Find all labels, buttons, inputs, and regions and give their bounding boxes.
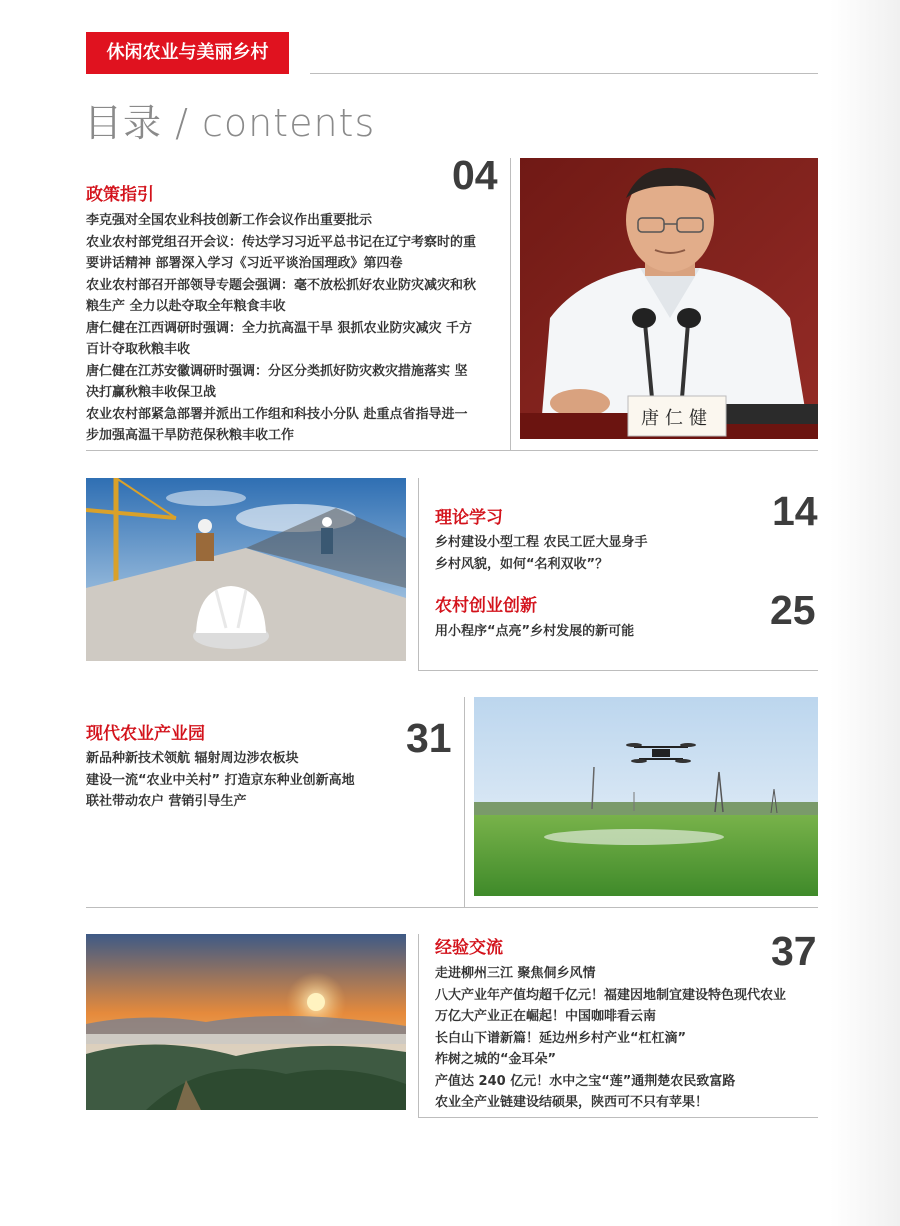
list-item[interactable]: 李克强对全国农业科技创新工作会议作出重要批示 bbox=[86, 213, 373, 228]
divider-vertical bbox=[510, 158, 511, 450]
section-list-entrepreneurship bbox=[435, 621, 634, 643]
list-item[interactable]: 八大产业年产值均超千亿元！福建因地制宜建设特色现代农业 bbox=[435, 987, 787, 1003]
list-item[interactable]: 柞树之城的“金耳朵” bbox=[435, 1052, 557, 1067]
list-item[interactable]: 决打赢秋粮丰收保卫战 bbox=[86, 385, 217, 400]
nameplate-text: 唐仁健 bbox=[641, 408, 713, 429]
page-number-policy: 04 bbox=[452, 152, 498, 198]
divider-vertical bbox=[418, 934, 419, 1117]
list-item[interactable]: 乡村建设小型工程 农民工匠大显身手 bbox=[435, 535, 648, 550]
list-item[interactable]: 建设一流“农业中关村” 打造京东种业创新高地 bbox=[86, 772, 355, 788]
list-item[interactable]: 用小程序“点亮”乡村发展的新可能 bbox=[435, 624, 635, 639]
photo-official-speaking bbox=[520, 158, 818, 439]
list-item[interactable]: 联社带动农户 营销引导生产 bbox=[86, 794, 247, 809]
section-title-policy[interactable]: 政策指引 bbox=[86, 185, 154, 205]
list-item[interactable]: 万亿大产业正在崛起！中国咖啡看云南 bbox=[435, 1009, 657, 1024]
header-rule bbox=[310, 73, 818, 74]
list-item[interactable]: 产值达 240 亿元！水中之宝“莲”通荆楚农民致富路 bbox=[435, 1073, 736, 1089]
list-item[interactable]: 长白山下谱新篇！延边州乡村产业“杠杠滴” bbox=[435, 1030, 687, 1046]
section-list-industrial-park bbox=[86, 748, 355, 813]
list-item[interactable]: 百计夺取秋粮丰收 bbox=[86, 342, 191, 357]
section-title-industrial-park[interactable]: 现代农业产业园 bbox=[86, 724, 205, 744]
list-item[interactable]: 走进柳州三江 聚焦侗乡风情 bbox=[435, 966, 596, 981]
photo-construction-workers bbox=[86, 478, 406, 661]
section-title-experience[interactable]: 经验交流 bbox=[435, 938, 503, 958]
page-edge-shadow bbox=[830, 0, 900, 1226]
list-item[interactable]: 粮生产 全力以赴夺取全年粮食丰收 bbox=[86, 299, 286, 314]
column-banner: 休闲农业与美丽乡村 bbox=[86, 32, 289, 74]
divider-horizontal bbox=[86, 907, 818, 908]
divider-horizontal bbox=[86, 450, 818, 451]
list-item[interactable]: 新品种新技术领航 辐射周边涉农板块 bbox=[86, 751, 299, 766]
page-number-entrepreneurship: 25 bbox=[770, 587, 816, 633]
divider-horizontal bbox=[418, 1117, 818, 1118]
section-list-experience bbox=[435, 963, 786, 1114]
list-item[interactable]: 步加强高温干旱防范保秋粮丰收工作 bbox=[86, 428, 295, 443]
photo-sunrise-mountains bbox=[86, 934, 406, 1110]
list-item[interactable]: 乡村风貌，如何“名利双收”？ bbox=[435, 556, 609, 572]
list-item[interactable]: 唐仁健在江西调研时强调：全力抗高温干旱 狠抓农业防灾减灾 千方 bbox=[86, 320, 473, 336]
divider-vertical bbox=[418, 478, 419, 670]
page-number-industrial-park: 31 bbox=[406, 715, 452, 761]
list-item[interactable]: 唐仁健在江苏安徽调研时强调：分区分类抓好防灾救灾措施落实 坚 bbox=[86, 363, 468, 379]
page-number-experience: 37 bbox=[771, 928, 817, 974]
list-item[interactable]: 要讲话精神 部署深入学习《习近平谈治国理政》第四卷 bbox=[86, 256, 403, 271]
list-item[interactable]: 农业农村部党组召开会议：传达学习习近平总书记在辽宁考察时的重 bbox=[86, 234, 477, 250]
toc-title: 目录 / contents bbox=[84, 101, 376, 145]
section-title-entrepreneurship[interactable]: 农村创业创新 bbox=[435, 596, 537, 616]
section-list-policy bbox=[86, 210, 506, 447]
section-title-theory[interactable]: 理论学习 bbox=[435, 508, 503, 528]
divider-vertical bbox=[464, 697, 465, 907]
list-item[interactable]: 农业全产业链建设结硕果，陕西可不只有苹果！ bbox=[435, 1095, 709, 1110]
list-item[interactable]: 农业农村部紧急部署并派出工作组和科技小分队 赴重点省指导进一 bbox=[86, 406, 468, 422]
list-item[interactable]: 农业农村部召开部领导专题会强调：毫不放松抓好农业防灾减灾和秋 bbox=[86, 277, 477, 293]
page-number-theory: 14 bbox=[772, 488, 818, 534]
photo-drone-field bbox=[474, 697, 818, 896]
section-list-theory bbox=[435, 532, 648, 575]
divider-horizontal bbox=[418, 670, 818, 671]
